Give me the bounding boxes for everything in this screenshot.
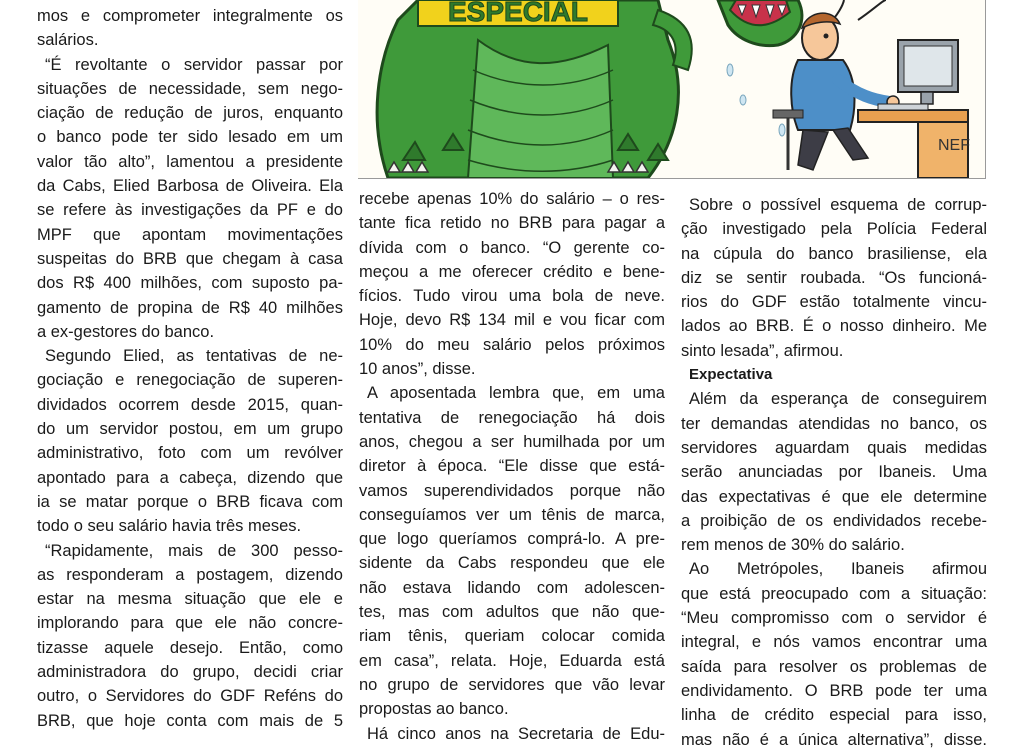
text-line: ção investigado pela Polícia Federal: [681, 220, 987, 239]
cartoon-drawing: [358, 0, 985, 178]
text-line: situações de necessidade, sem nego-: [37, 79, 343, 98]
text-line: valor tão alto”, lamentou a presidente: [37, 152, 343, 171]
section-heading: Expectativa: [689, 366, 773, 384]
text-line: estar na mesma situação que ele e: [37, 590, 343, 609]
especial-sign: [418, 0, 618, 27]
article-column-3: [681, 193, 987, 752]
text-line: serão anunciadas por Ibaneis. Uma: [681, 463, 987, 482]
text-line: sinto lesada”, afirmou.: [681, 341, 844, 360]
text-line: não estava lidando com adolescen-: [359, 578, 665, 597]
text-line: “Rapidamente, mais de 300 pesso-: [45, 541, 343, 560]
text-line: Ao Metrópoles, Ibaneis afirmou: [689, 560, 987, 579]
text-line: ia se matar porque o BRB ficava com: [37, 492, 343, 511]
text-line: dívida com o banco. “O gerente co-: [359, 238, 665, 257]
text-line: gamento de propina de R$ 40 milhões: [37, 298, 343, 317]
text-line: saída para resolver os problemas de: [681, 657, 987, 676]
text-line: fícios. Tudo virou uma bola de neve.: [359, 287, 665, 306]
text-line: apontado para a cabeça, dizendo que: [37, 468, 343, 487]
text-line: ciação de redução de juros, enquanto: [37, 104, 343, 123]
text-line: endividamento. O BRB pode ter uma: [681, 681, 987, 700]
text-line: anos, chegou a ser humilhada por um: [359, 432, 665, 451]
text-line: tante fica retido no BRB para pagar a: [359, 214, 665, 233]
text-line: rem menos de 30% do salário.: [681, 536, 905, 555]
text-line: do um servidor postou, em um grupo: [37, 420, 343, 439]
text-line: BRB, que hoje conta com mais de 5: [37, 711, 343, 730]
cartoon-illustration: [358, 0, 986, 179]
text-line: recebe apenas 10% do salário – o res-: [359, 190, 665, 208]
text-line: 10 anos”, disse.: [359, 360, 476, 379]
text-line: que logo queríamos comprá-lo. A pre-: [359, 530, 665, 549]
text-line: implorando para que ele não concre-: [37, 614, 343, 633]
text-line: gociação e renegociação de superen-: [37, 371, 343, 390]
text-line: conseguíamos ver um tênis de marca,: [359, 505, 665, 524]
text-line: em casa”, relata. Hoje, Eduarda está: [359, 651, 665, 670]
text-line: linha de crédito especial para isso,: [681, 706, 987, 725]
text-line: vamos superendividados porque não: [359, 481, 665, 500]
text-line: administrativo, foto com um revólver: [37, 444, 343, 463]
text-line: Hoje, devo R$ 134 mil e vou ficar com: [359, 311, 665, 330]
text-line: salários.: [37, 31, 99, 50]
text-line: o banco pode ter sido lesado em um: [37, 128, 343, 147]
text-line: “É revoltante o servidor passar por: [45, 55, 343, 74]
cartoon-signature: NEF: [938, 137, 970, 154]
text-line: mas não é a única alternativa”, disse.: [681, 730, 987, 749]
text-line: no grupo de servidores que vão levar: [359, 675, 665, 694]
text-line: servidores aguardam quais medidas: [681, 438, 987, 457]
text-line: tes, mas com adultos que não que-: [359, 603, 665, 622]
text-line: mos e comprometer integralmente os: [37, 7, 343, 25]
text-line: Além da esperança de conseguirem: [689, 390, 987, 409]
text-line: A aposentada lembra que, em uma: [367, 384, 665, 403]
text-line: Há cinco anos na Secretaria de Edu-: [367, 724, 665, 743]
text-line: MPF que apontam movimentações: [37, 225, 343, 244]
text-line: a ex-gestores do banco.: [37, 322, 215, 341]
text-line: administradora do grupo, decidi criar: [37, 663, 343, 682]
text-line: “Meu compromisso com o servidor é: [681, 609, 987, 628]
text-line: Sobre o possível esquema de corrup-: [689, 196, 987, 214]
text-line: rios do GDF estão totalmente vincu-: [681, 293, 987, 312]
article-column-2: [359, 187, 665, 746]
text-line: 10% do meu salário pelos próximos: [359, 335, 665, 354]
text-line: das expectativas é que ele determine: [681, 487, 987, 506]
text-line: da Cabs, Elied Barbosa de Oliveira. Ela: [37, 177, 343, 196]
text-line: integral, e nós vamos encontrar uma: [681, 633, 987, 652]
sign-text: ESPECIAL: [447, 0, 589, 27]
text-line: meçou a me oferecer crédito e bene-: [359, 262, 665, 281]
text-line: Segundo Elied, as tentativas de ne-: [45, 347, 343, 366]
text-line: diretor à época. “Ele disse que está-: [359, 457, 665, 476]
article-column-1: [37, 4, 343, 733]
text-line: propostas ao banco.: [359, 700, 509, 719]
text-line: tizasse aquele desejo. Então, como: [37, 638, 343, 657]
text-line: a proibição de os endividados recebe-: [681, 511, 987, 530]
text-line: sidente da Cabs respondeu que ele: [359, 554, 665, 573]
text-line: riam tênis, queriam colocar comida: [359, 627, 665, 646]
text-line: ter demandas atendidas no banco, os: [681, 414, 987, 433]
text-line: se refere às investigações da PF e do: [37, 201, 343, 220]
text-line: todo o seu salário havia três meses.: [37, 517, 302, 536]
text-line: dos R$ 400 milhões, com suposto pa-: [37, 274, 343, 293]
text-line: diz se sentir roubada. “Os funcioná-: [681, 268, 987, 287]
text-line: dividados ocorrem desde 2015, quan-: [37, 395, 343, 414]
text-line: as responderam a postagem, dizendo: [37, 565, 343, 584]
text-line: na cúpula do banco brasiliense, ela: [681, 244, 987, 263]
text-line: que está preocupado com a situação:: [681, 584, 987, 603]
text-line: lados ao BRB. É o nosso dinheiro. Me: [681, 317, 987, 336]
text-line: tentativa de renegociação há dois: [359, 408, 665, 427]
text-line: outro, o Servidores do GDF Reféns do: [37, 687, 343, 706]
text-line: suspeitas do BRB que chegam à casa: [37, 249, 343, 268]
